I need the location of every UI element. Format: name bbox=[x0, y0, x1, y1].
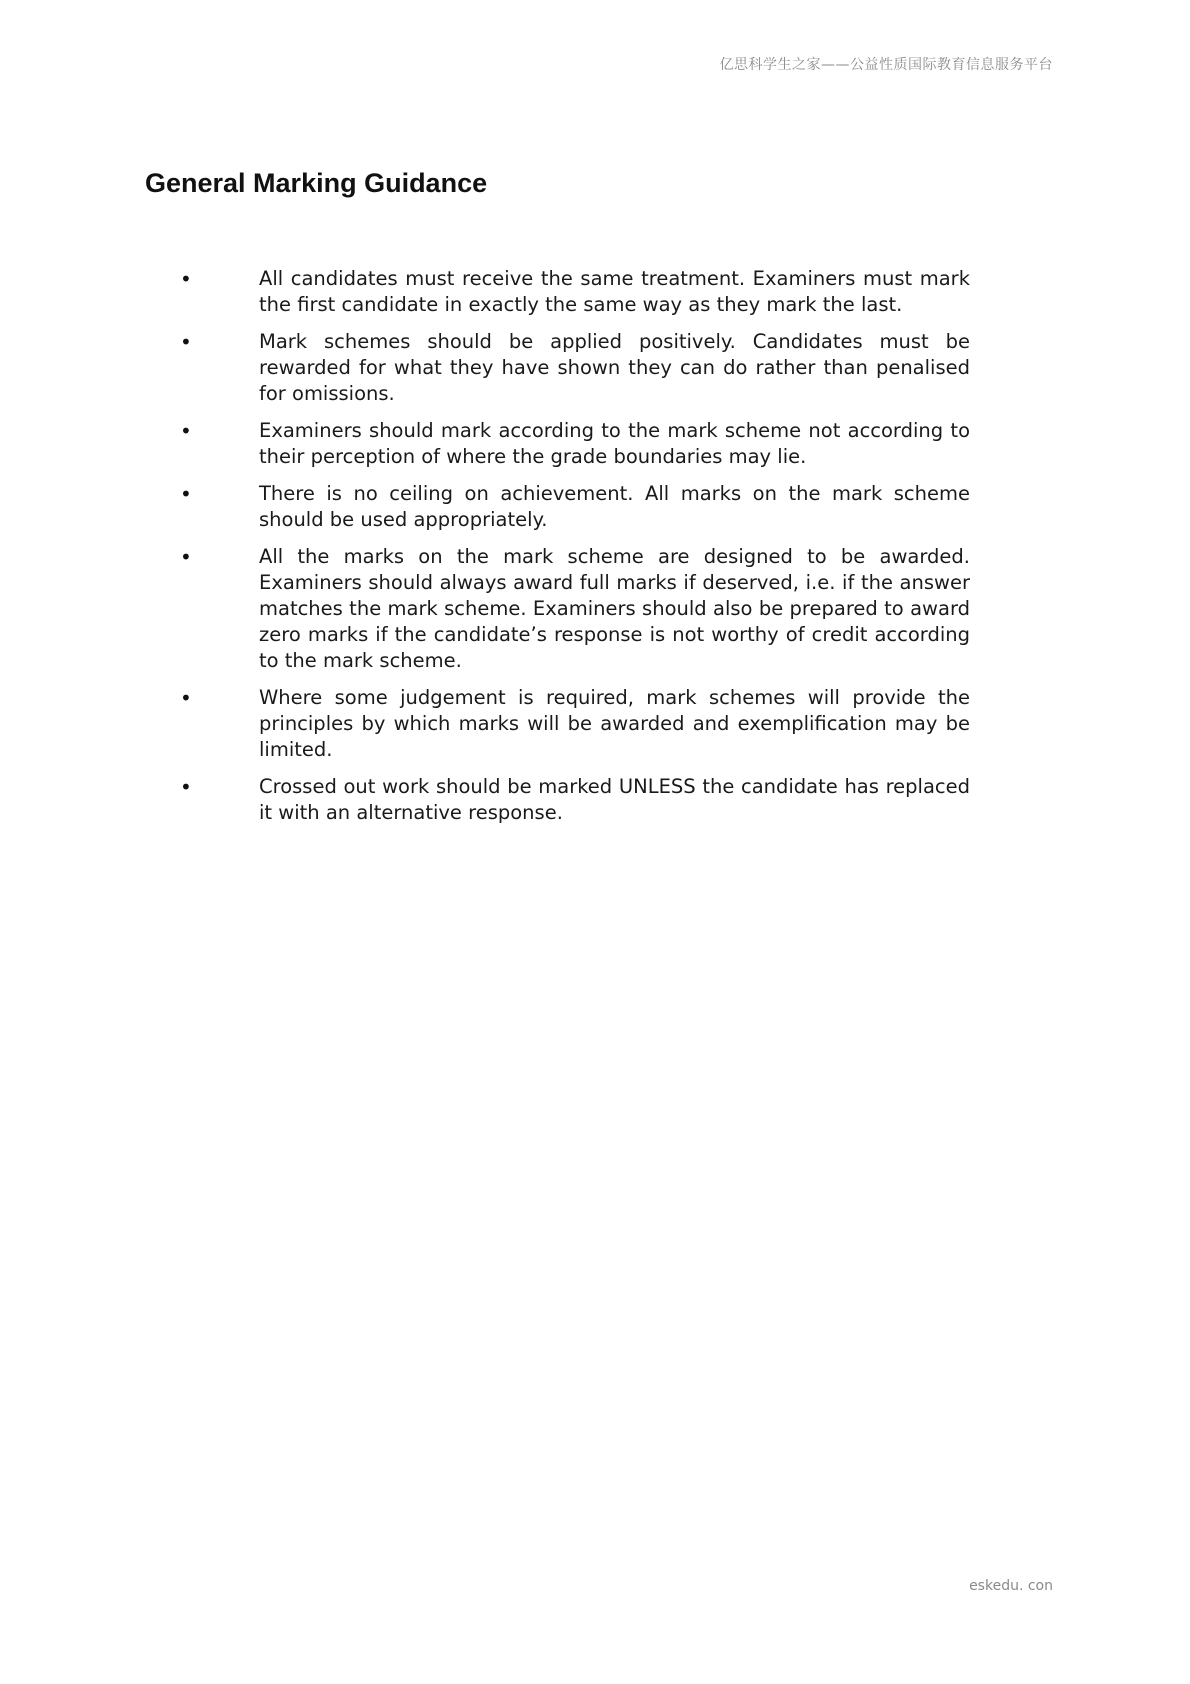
list-item bbox=[180, 418, 970, 470]
list-item bbox=[180, 774, 970, 826]
page-header-watermark: 亿思科学生之家——公益性质国际教育信息服务平台 bbox=[719, 57, 1053, 73]
list-item-text: Mark schemes should be applied positively. Candidates must be rewarded for what they have shown they can do rather than penalised for omissions. bbox=[259, 330, 970, 405]
page-title: General Marking Guidance bbox=[145, 168, 488, 198]
bullet-icon: • bbox=[180, 545, 192, 569]
bullet-icon: • bbox=[180, 267, 192, 291]
list-item-text: All the marks on the mark scheme are designed to be awarded. Examiners should always award full marks if deserved, i.e. if the answer matches the mark scheme. Examiners should also be prepared to award zero marks if the candidate’s response is not worthy of credit according to the mark scheme. bbox=[259, 545, 970, 672]
bullet-icon: • bbox=[180, 330, 192, 354]
list-item bbox=[180, 266, 970, 318]
list-item bbox=[180, 544, 970, 674]
guidance-list bbox=[180, 266, 970, 837]
bullet-icon: • bbox=[180, 419, 192, 443]
list-item-text: There is no ceiling on achievement. All marks on the mark scheme should be used appropriately. bbox=[259, 482, 970, 531]
bullet-icon: • bbox=[180, 482, 192, 506]
page-footer-watermark: eskedu. con bbox=[969, 1578, 1053, 1594]
list-item-text: Where some judgement is required, mark schemes will provide the principles by which marks will be awarded and exemplification may be limited. bbox=[259, 686, 970, 761]
bullet-icon: • bbox=[180, 686, 192, 710]
list-item bbox=[180, 329, 970, 407]
list-item-text: Crossed out work should be marked UNLESS the candidate has replaced it with an alternative response. bbox=[259, 775, 970, 824]
list-item bbox=[180, 685, 970, 763]
list-item bbox=[180, 481, 970, 533]
list-item-text: Examiners should mark according to the mark scheme not according to their perception of where the grade boundaries may lie. bbox=[259, 419, 970, 468]
bullet-icon: • bbox=[180, 775, 192, 799]
list-item-text: All candidates must receive the same treatment. Examiners must mark the first candidate in exactly the same way as they mark the last. bbox=[259, 267, 970, 316]
